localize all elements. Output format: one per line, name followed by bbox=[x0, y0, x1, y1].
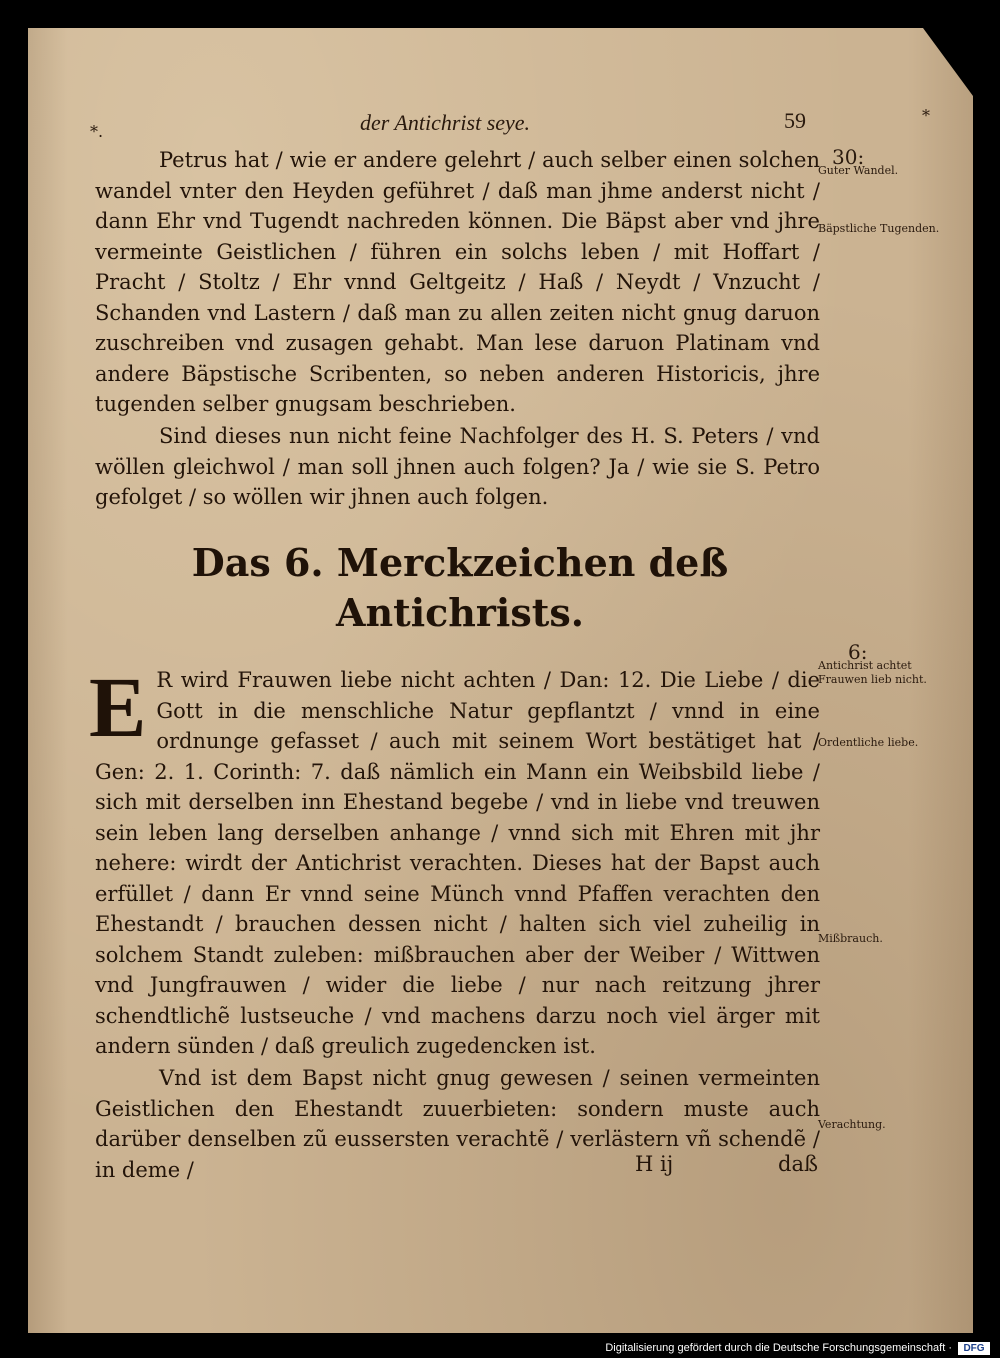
margin-note-text: Guter Wandel. bbox=[818, 164, 899, 177]
signature-mark: H ij bbox=[635, 1152, 674, 1176]
section-heading: Das 6. Merckzeichen deß Antichrists. bbox=[191, 540, 729, 635]
catchline bbox=[95, 1152, 820, 1184]
paragraph-text: R wird Frauwen liebe nicht achten / Dan: 12. Die Liebe / die Gott in die menschliche Natur gepflantzt / vnnd in eine ordnunge gefasset / auch mit seinem Wort bestätiget hat / Gen: 2. 1. Corinth: 7. daß nämlich ein Mann ein Weibsbild liebe / sich mit derselben inn Ehestand begebe / vnd in liebe vnd treuwen sein leben lang derselben anhange / vnnd sich mit Ehren mit jhr nehere: wirdt der Antichrist verachten. Dieses hat der Bapst auch erfüllet / dann Er vnnd seine Münch vnnd Pfaffen verachten den Ehestandt / brauchen dessen nicht / halten sich viel zuheilig in solchem Standt zuleben: mißbrauchen aber der Weiber / Wittwen vnd Jungfrauwen / wider die liebe / nur nach reitzung jhrer schendtlichẽ lustseuche / vnd machens darzu noch viel ärger mit andern sünden / daß greulich zugedencken ist. bbox=[95, 668, 820, 1058]
paragraph-text: Sind dieses nun nicht feine Nachfolger des H. S. Peters / vnd wöllen gleichwol / man soll jhnen auch folgen? Ja / wie sie S. Petro gefolget / so wöllen wir jhnen auch folgen. bbox=[95, 424, 820, 509]
drop-cap: E bbox=[89, 659, 147, 755]
margin-note-good-conduct bbox=[818, 145, 943, 178]
paragraph-text: Vnd ist dem Bapst nicht gnug gewesen / seinen vermeinten Geistlichen den Ehestandt zuuerbieten: sondern muste auch darüber denselben zũ eussersten verachtẽ / verlästern vñ schendẽ / in deme / bbox=[95, 1066, 820, 1182]
margin-note-text: Mißbrauch. bbox=[818, 932, 883, 945]
margin-note-misuse bbox=[818, 932, 943, 946]
running-head-mark: *. bbox=[90, 122, 104, 141]
margin-note-sign-six bbox=[818, 640, 943, 687]
margin-note-contempt bbox=[818, 1118, 943, 1132]
paragraph-sixth-sign bbox=[89, 659, 820, 1062]
footer-bar bbox=[0, 1340, 1000, 1358]
margin-note-text: Antichrist achtet Frauwen lieb nicht. bbox=[818, 659, 927, 686]
margin-note-papal-virtues bbox=[818, 222, 943, 236]
margin-note-text: Bäpstliche Tugenden. bbox=[818, 222, 940, 235]
paragraph-followers bbox=[95, 421, 820, 513]
paragraph-peter-conduct bbox=[95, 145, 820, 420]
margin-note-orderly-love bbox=[818, 736, 943, 750]
margin-note-text: Verachtung. bbox=[818, 1118, 886, 1131]
margin-note-number: 30: bbox=[832, 145, 865, 169]
running-head-star: * bbox=[922, 106, 930, 125]
funding-notice: Digitalisierung gefördert durch die Deutsche Forschungsgemeinschaft · bbox=[605, 1342, 952, 1354]
running-head-title: der Antichrist seye. bbox=[360, 110, 531, 135]
dfg-logo: DFG bbox=[958, 1342, 990, 1355]
catchword: daß bbox=[778, 1152, 818, 1176]
running-head bbox=[0, 86, 1000, 141]
margin-note-number: 6: bbox=[848, 640, 868, 664]
margin-note-text: Ordentliche liebe. bbox=[818, 736, 919, 749]
paragraph-text: Petrus hat / wie er andere gelehrt / auch selber einen solchen wandel vnter den Heyden geführet / daß man jhme anderst nicht / dann Ehr vnd Tugendt nachreden können. Die Bäpst aber vnd jhre vermeinte Geistlichen / führen ein solchs leben / mit Hoffart / Pracht / Stoltz / Ehr vnnd Geltgeitz / Haß / Neydt / Vnzucht / Schanden vnd Lastern / daß man zu allen zeiten nicht gnug daruon zuschreiben vnd zusagen gehabt. Man lese daruon Platinam vnd andere Bäpstische Scribenten, so neben anderen Historicis, jhre tugenden selber gnugsam beschrieben. bbox=[95, 148, 820, 416]
page-number: 59 bbox=[784, 108, 806, 133]
